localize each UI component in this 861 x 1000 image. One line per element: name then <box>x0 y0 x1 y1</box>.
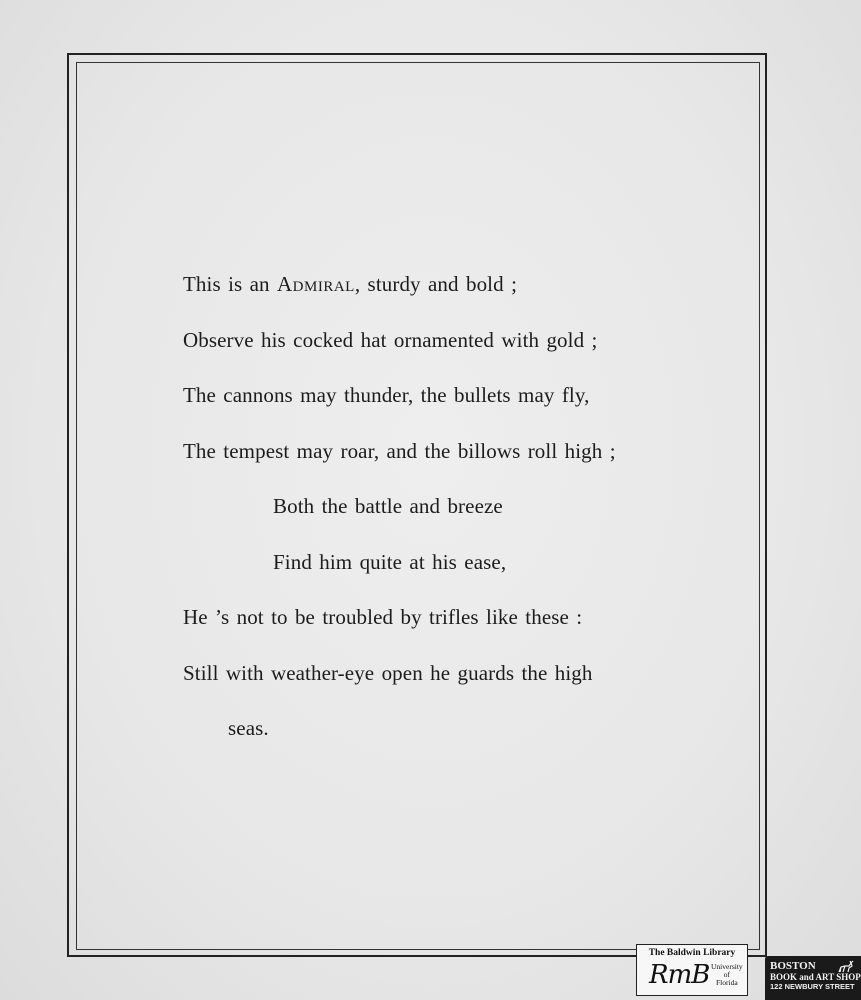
baldwin-library-stamp <box>636 944 748 996</box>
poem-line-6: Find him quite at his ease, <box>273 549 507 574</box>
bookshop-address: 122 NEWBURY STREET <box>770 982 855 991</box>
poem-line-4: The tempest may roar, and the billows roll high ; <box>183 438 616 463</box>
poem-line-3: The cannons may thunder, the bullets may fly, <box>183 383 590 407</box>
admiral-word: Admiral <box>277 272 355 296</box>
poem-line-9: seas. <box>228 716 269 740</box>
boston-book-shop-stamp <box>765 956 861 1000</box>
poem-line-7: He ’s not to be troubled by trifles like these : <box>183 605 583 629</box>
deer-icon <box>837 960 855 974</box>
poem-line-5: Both the battle and breeze <box>273 494 503 518</box>
poem-line-2: Observe his cocked hat ornamented with gold ; <box>183 327 598 352</box>
university-label: University of Florida <box>711 962 743 987</box>
rmb-monogram: RmB <box>649 960 710 990</box>
poem-line-8: Still with weather-eye open he guards the high <box>183 660 593 685</box>
bookshop-name: BOOK and ART SHOP <box>770 972 861 982</box>
poem <box>183 268 743 768</box>
bookshop-city: BOSTON <box>770 960 816 972</box>
library-name: The Baldwin Library <box>648 948 736 958</box>
poem-line-1: This is an Admiral, sturdy and bold ; <box>183 272 517 296</box>
